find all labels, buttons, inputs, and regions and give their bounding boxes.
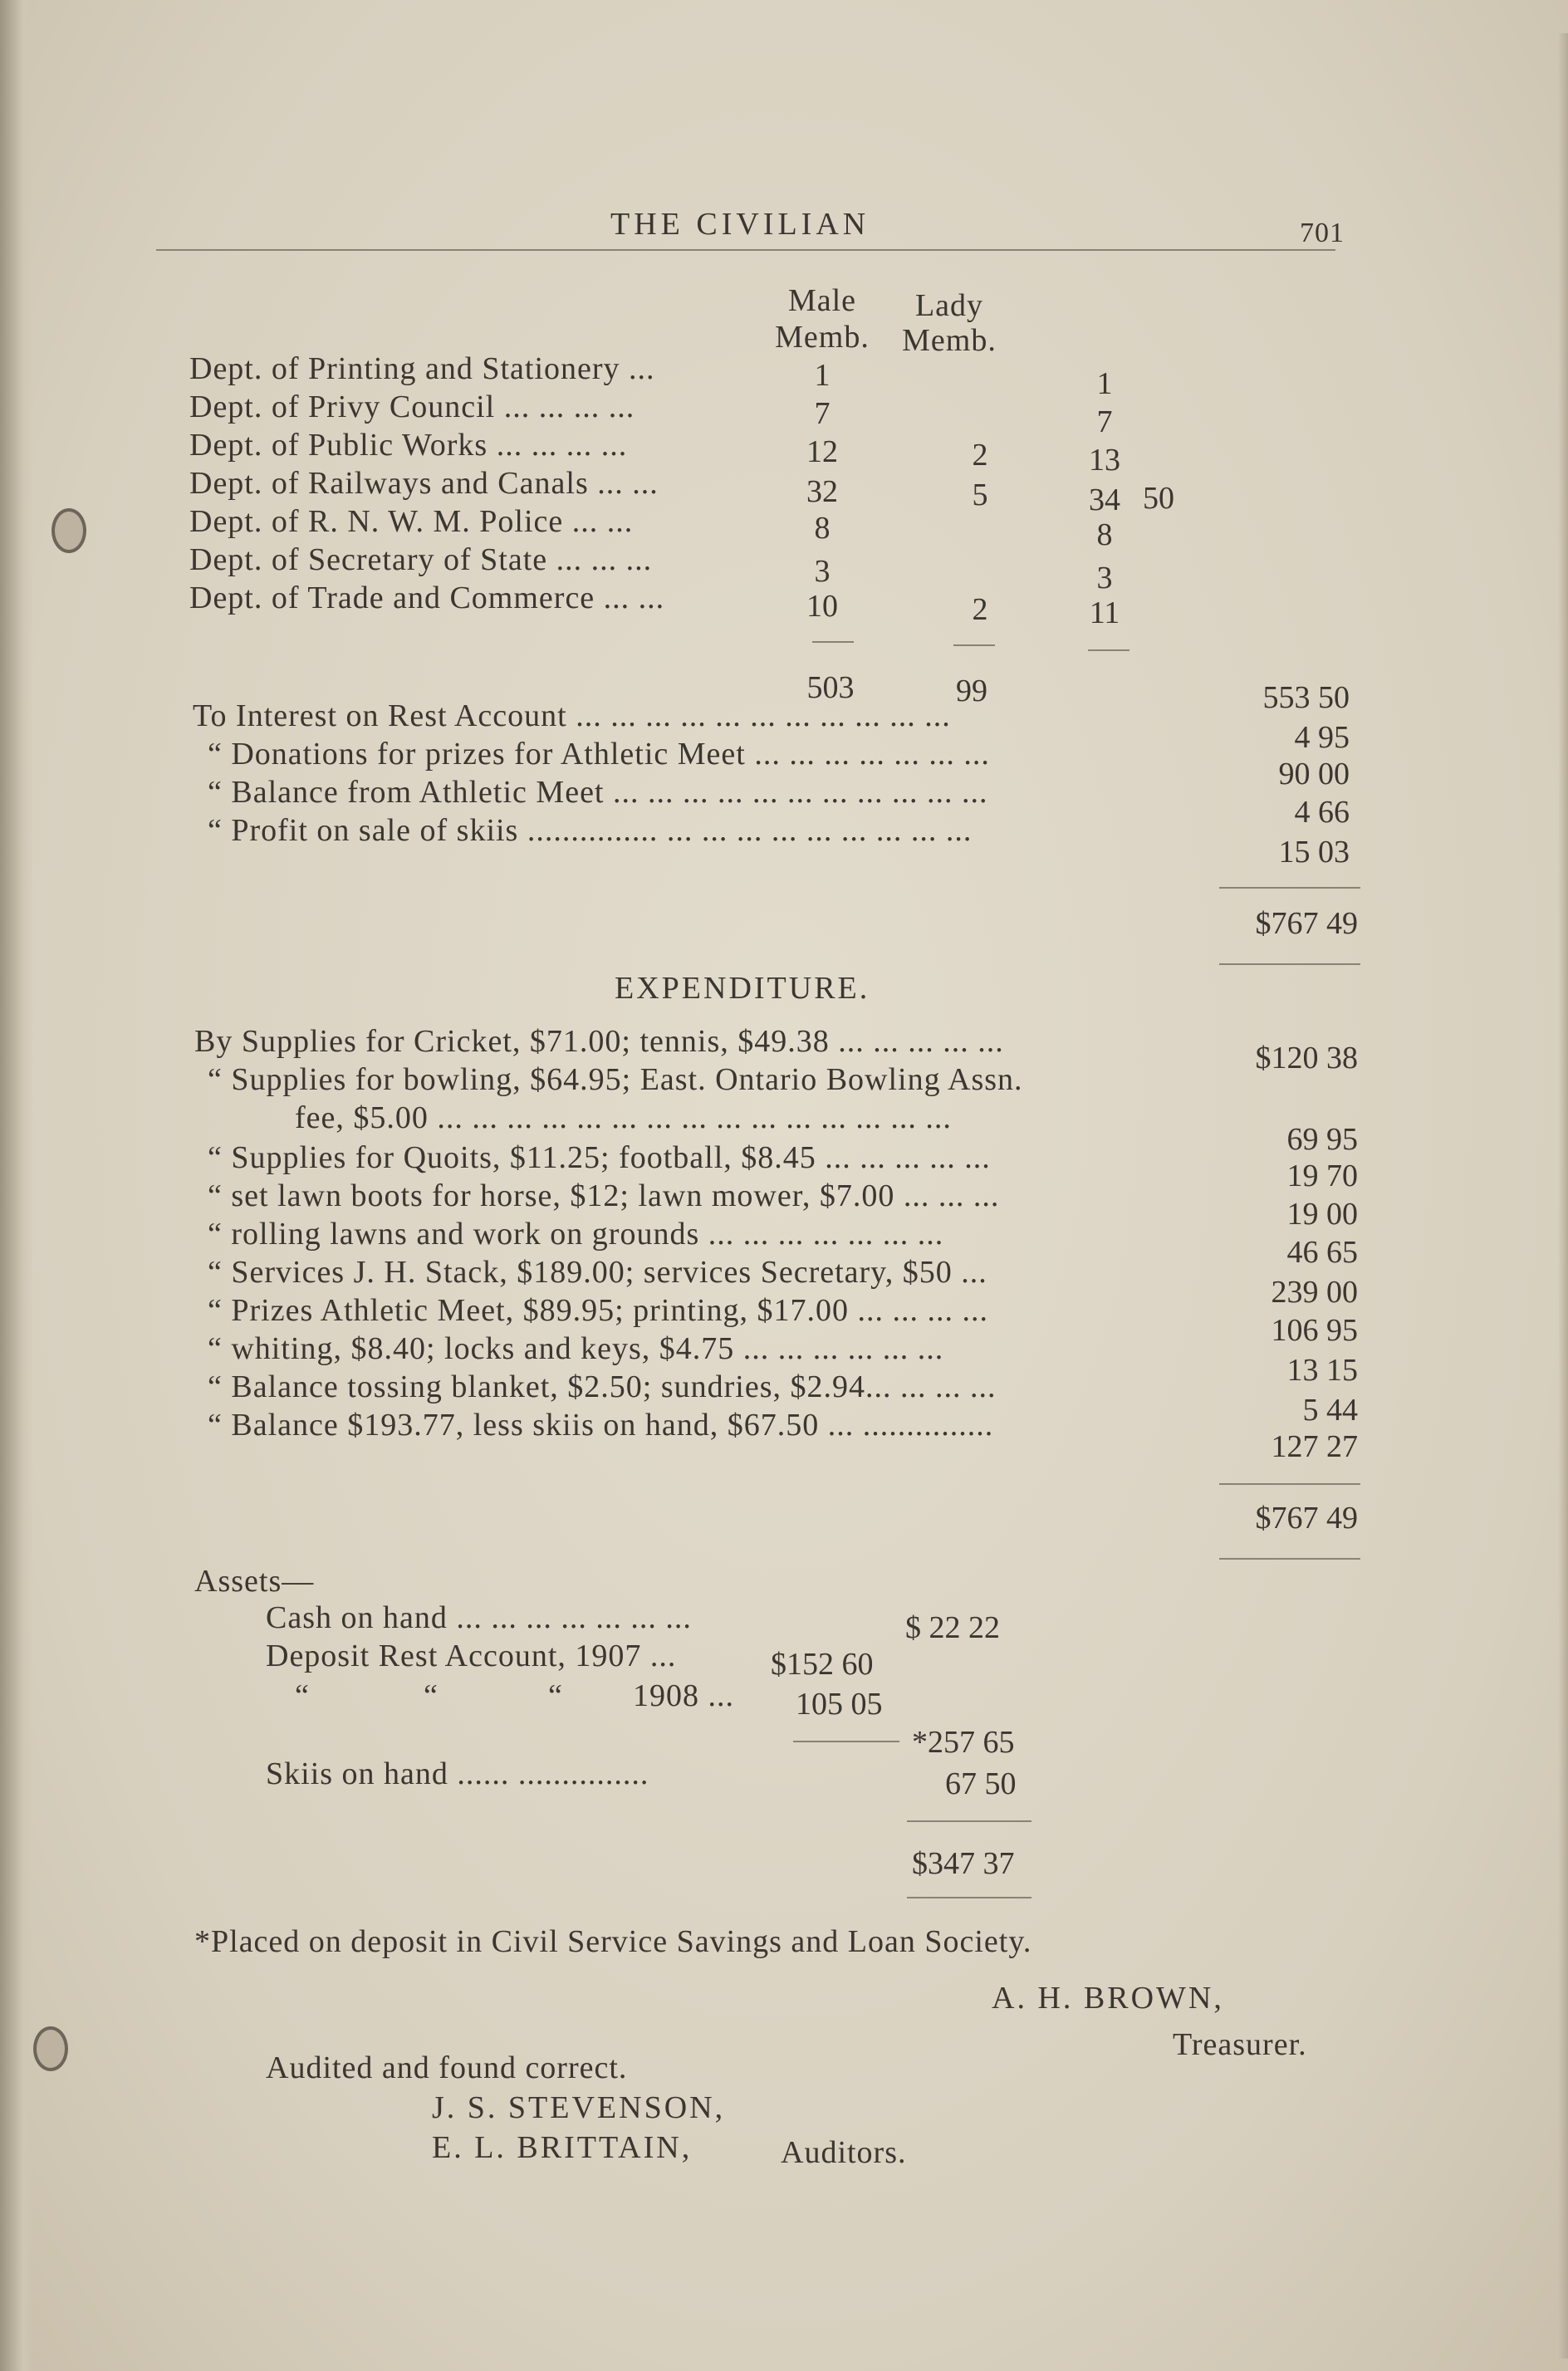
expense-item-amount: 19 00	[1286, 1197, 1358, 1232]
deposit-1908-label: 1908 ...	[633, 1678, 734, 1713]
ditto-mark: “	[424, 1678, 439, 1713]
total-rule	[1219, 887, 1360, 889]
expense-item-label-cont: fee, $5.00 ... ... ... ... ... ... ... ... ... ... ... ... ... ... ...	[295, 1100, 952, 1135]
receipts-total: $767 49	[1255, 906, 1358, 941]
total-rule	[1219, 963, 1360, 965]
cash-label: Cash on hand ... ... ... ... ... ... ...	[266, 1600, 692, 1635]
treasurer-name: A. H. BROWN,	[992, 1981, 1224, 2016]
dept-row-total: 3	[1096, 561, 1113, 595]
expense-item-amount: 46 65	[1286, 1235, 1358, 1270]
dept-row-total: 13	[1089, 443, 1120, 478]
expense-item-label: “ Balance tossing blanket, $2.50; sundries, $2.94... ... ... ...	[208, 1369, 997, 1404]
column-underline	[812, 641, 854, 643]
expenditure-heading: EXPENDITURE.	[615, 971, 870, 1006]
lady-col-header-1: Lady	[914, 288, 984, 323]
expense-item-label: “ Supplies for bowling, $64.95; East. Ontario Bowling Assn.	[208, 1062, 1023, 1097]
lady-col-header-2: Memb.	[902, 323, 997, 358]
dept-row-total: 8	[1096, 517, 1113, 552]
receipt-item-amount: 4 95	[1294, 720, 1350, 755]
column-underline	[953, 644, 995, 646]
receipt-item-amount: 90 00	[1278, 757, 1350, 791]
audit-statement: Audited and found correct.	[266, 2050, 628, 2085]
dept-row-label: Dept. of Trade and Commerce ... ...	[189, 581, 665, 615]
dept-row-male: 7	[814, 396, 831, 431]
expense-item-label: “ Supplies for Quoits, $11.25; football, $8.45 ... ... ... ... ...	[208, 1140, 991, 1175]
deposit-1908-amount: 105 05	[796, 1687, 883, 1722]
total-rule	[1219, 1558, 1360, 1560]
expense-item-label: “ rolling lawns and work on grounds ... ... ... ... ... ... ...	[208, 1217, 944, 1252]
male-col-header-2: Memb.	[775, 320, 870, 355]
expense-item-amount: 69 95	[1286, 1122, 1358, 1157]
expense-item-amount: 239 00	[1271, 1275, 1358, 1310]
dept-row-label: Dept. of Privy Council ... ... ... ...	[189, 389, 635, 424]
dept-row-total: 11	[1089, 595, 1120, 630]
auditor-name: J. S. STEVENSON,	[432, 2090, 726, 2125]
auditors-label: Auditors.	[781, 2135, 907, 2170]
expenditure-total: $767 49	[1255, 1501, 1358, 1536]
dept-row-male: 12	[806, 434, 838, 469]
skiis-label: Skiis on hand ...... ...............	[266, 1756, 649, 1791]
total-fees-amount: 553 50	[1262, 680, 1350, 715]
expense-item-amount: 106 95	[1271, 1313, 1358, 1348]
dept-row-label: Dept. of Printing and Stationery ...	[189, 351, 655, 386]
dept-row-male: 32	[806, 474, 838, 509]
dept-row-total: 1	[1096, 366, 1113, 401]
auditor-name: E. L. BRITTAIN,	[432, 2130, 693, 2165]
dept-row-male: 10	[806, 589, 838, 624]
expense-item-label: “ Prizes Athletic Meet, $89.95; printing, $17.00 ... ... ... ...	[208, 1293, 989, 1328]
receipt-item-label: “ Donations for prizes for Athletic Meet ... ... ... ... ... ... ...	[208, 737, 990, 772]
dept-row-label: Dept. of Secretary of State ... ... ...	[189, 542, 653, 577]
dept-row-lady: 2	[972, 592, 988, 627]
receipt-item-label: “ Profit on sale of skiis ............... ... ... ... ... ... ... ... ... ...	[208, 813, 973, 848]
deposit-1907-label: Deposit Rest Account, 1907 ...	[266, 1639, 677, 1673]
subtotal-rule	[793, 1741, 899, 1742]
expense-item-label: “ Balance $193.77, less skiis on hand, $67.50 ... ...............	[208, 1408, 994, 1443]
dept-row-label: Dept. of R. N. W. M. Police ... ...	[189, 504, 634, 539]
dept-row-amount: 50	[1143, 481, 1174, 516]
ditto-mark: “	[295, 1678, 310, 1713]
assets-heading: Assets—	[194, 1564, 315, 1599]
header-rule	[156, 249, 1335, 251]
dept-row-lady: 2	[972, 438, 988, 473]
page-edge	[1558, 33, 1568, 2359]
cash-amount: $ 22 22	[905, 1610, 1000, 1645]
expense-item-amount: 5 44	[1302, 1393, 1358, 1428]
deposit-total: *257 65	[912, 1725, 1015, 1760]
dept-row-male: 1	[814, 358, 831, 393]
receipt-item-amount: 15 03	[1278, 835, 1350, 870]
assets-rule	[907, 1820, 1031, 1822]
expense-item-label: “ whiting, $8.40; locks and keys, $4.75 ... ... ... ... ... ...	[208, 1331, 944, 1366]
dept-row-label: Dept. of Public Works ... ... ... ...	[189, 428, 628, 463]
expense-item-label: By Supplies for Cricket, $71.00; tennis, $49.38 ... ... ... ... ...	[194, 1024, 1004, 1059]
sum-lady: 99	[956, 674, 987, 708]
binding-spine	[0, 0, 33, 2371]
dept-row-lady: 5	[972, 478, 988, 512]
binding-hole	[51, 508, 86, 553]
male-col-header-1: Male	[787, 283, 857, 318]
expense-item-label: “ set lawn boots for horse, $12; lawn mower, $7.00 ... ... ...	[208, 1178, 1000, 1213]
dept-row-male: 8	[814, 511, 831, 546]
expense-item-amount: $120 38	[1255, 1041, 1358, 1075]
expense-item-amount: 13 15	[1286, 1353, 1358, 1388]
dept-row-label: Dept. of Railways and Canals ... ...	[189, 466, 659, 501]
footnote: *Placed on deposit in Civil Service Savings and Loan Society.	[194, 1924, 1032, 1959]
column-underline	[1088, 649, 1129, 651]
treasurer-title: Treasurer.	[1173, 2027, 1307, 2062]
receipt-item-label: To Interest on Rest Account ... ... ... ... ... ... ... ... ... ... ...	[193, 698, 951, 733]
receipt-item-amount: 4 66	[1294, 795, 1350, 830]
dept-row-total: 7	[1096, 404, 1113, 439]
sum-male: 503	[806, 670, 855, 705]
running-title: THE CIVILIAN	[610, 207, 870, 242]
assets-total: $347 37	[912, 1846, 1015, 1881]
ditto-mark: “	[548, 1678, 563, 1713]
skiis-amount: 67 50	[945, 1766, 1017, 1801]
binding-hole	[33, 2026, 68, 2071]
dept-row-male: 3	[814, 554, 831, 589]
deposit-1907-amount: $152 60	[771, 1647, 874, 1682]
receipt-item-label: “ Balance from Athletic Meet ... ... ... ... ... ... ... ... ... ... ...	[208, 775, 988, 810]
expense-item-amount: 19 70	[1286, 1159, 1358, 1193]
total-rule	[1219, 1483, 1360, 1485]
dept-row-total: 34	[1089, 483, 1120, 517]
expense-item-label: “ Services J. H. Stack, $189.00; services Secretary, $50 ...	[208, 1255, 987, 1290]
page-number: 701	[1300, 218, 1345, 248]
expense-item-amount: 127 27	[1271, 1429, 1358, 1464]
assets-rule	[907, 1897, 1031, 1898]
